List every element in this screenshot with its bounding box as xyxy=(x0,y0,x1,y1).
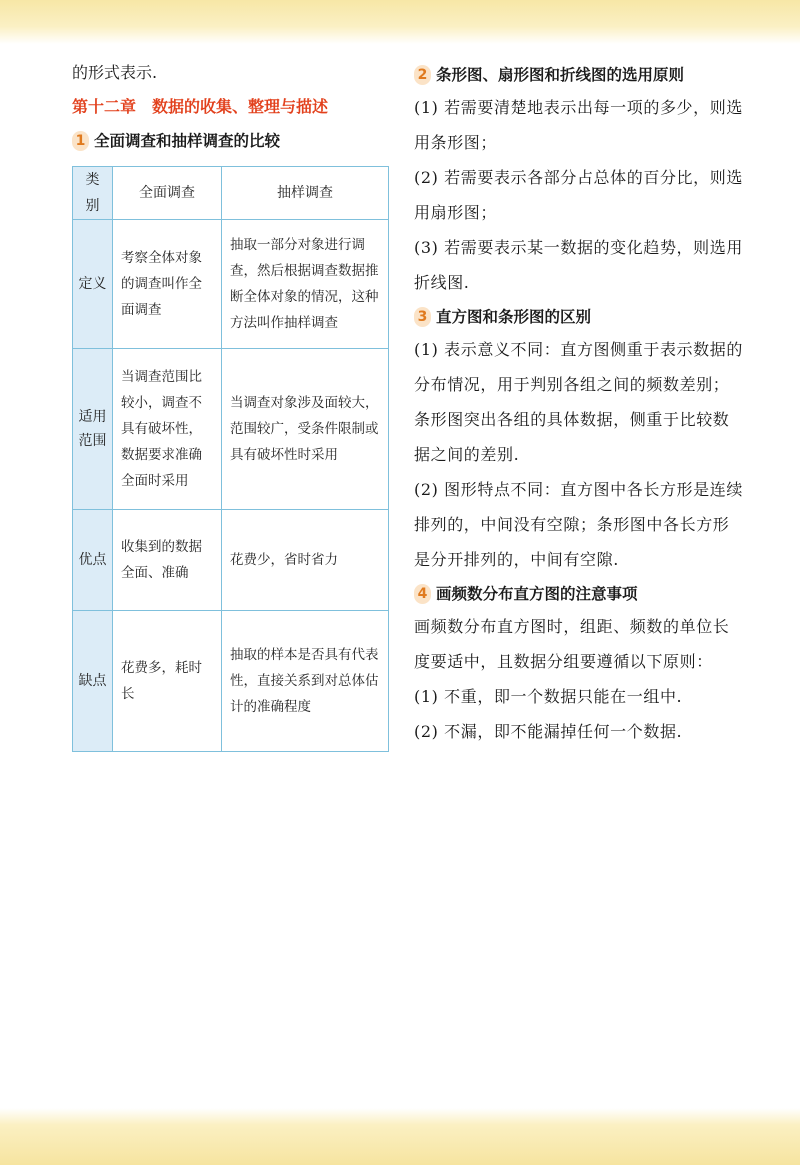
row-category: 定义 xyxy=(73,220,113,349)
section-1-title: 全面调查和抽样调查的比较 xyxy=(94,132,281,150)
paragraph: (1) 表示意义不同：直方图侧重于表示数据的分布情况，用于判别各组之间的频数差别；条形图突出各组的具体数据，侧重于比较数据之间的差别. xyxy=(414,340,743,464)
table-row xyxy=(73,510,389,611)
left-column xyxy=(72,58,390,752)
full-survey-cell: 考察全体对象的调查叫作全面调查 xyxy=(113,220,222,349)
paragraph: (2) 若需要表示各部分占总体的百分比，则选用扇形图； xyxy=(414,168,743,222)
paragraph: (2) 不漏，即不能漏掉任何一个数据. xyxy=(414,722,683,741)
sample-survey-cell: 抽取一部分对象进行调查，然后根据调查数据推断全体对象的情况，这种方法叫作抽样调查 xyxy=(222,220,389,349)
paragraph: (1) 若需要清楚地表示出每一项的多少，则选用条形图； xyxy=(414,98,743,152)
section-2-title: 条形图、扇形图和折线图的选用原则 xyxy=(436,66,685,84)
full-survey-cell: 当调查范围比较小，调查不具有破坏性，数据要求准确全面时采用 xyxy=(113,349,222,510)
section-4-heading xyxy=(414,579,744,609)
intro-line: 的形式表示. xyxy=(72,63,158,82)
bottom-decorative-band xyxy=(0,1108,800,1165)
top-decorative-band xyxy=(0,0,800,44)
row-category: 适用范围 xyxy=(73,349,113,510)
row-category: 优点 xyxy=(73,510,113,611)
sample-survey-cell: 当调查对象涉及面较大，范围较广，受条件限制或具有破坏性时采用 xyxy=(222,349,389,510)
paragraph: (1) 不重，即一个数据只能在一组中. xyxy=(414,687,683,706)
section-3-heading xyxy=(414,302,744,332)
section-number-badge: 2 xyxy=(414,65,431,85)
section-number-badge: 4 xyxy=(414,584,431,604)
table-row xyxy=(73,349,389,510)
table-header-sample-survey: 抽样调查 xyxy=(222,167,389,220)
full-survey-cell: 花费多，耗时长 xyxy=(113,611,222,752)
table-header-full-survey: 全面调查 xyxy=(113,167,222,220)
section-number-badge: 3 xyxy=(414,307,431,327)
paragraph: (2) 图形特点不同：直方图中各长方形是连续排列的，中间没有空隙；条形图中各长方形是分开排列的，中间有空隙. xyxy=(414,480,743,569)
row-category: 缺点 xyxy=(73,611,113,752)
section-number-badge: 1 xyxy=(72,131,89,151)
section-4-title: 画频数分布直方图的注意事项 xyxy=(436,585,638,603)
chapter-title: 第十二章 数据的收集、整理与描述 xyxy=(72,97,329,116)
table-header-category: 类别 xyxy=(73,167,113,220)
sample-survey-cell: 花费少，省时省力 xyxy=(222,510,389,611)
paragraph: (3) 若需要表示某一数据的变化趋势，则选用折线图. xyxy=(414,238,743,292)
section-2-heading xyxy=(414,60,744,90)
table-row xyxy=(73,611,389,752)
section-3-title: 直方图和条形图的区别 xyxy=(436,308,592,326)
paragraph: 画频数分布直方图时，组距、频数的单位长度要适中，且数据分组要遵循以下原则： xyxy=(414,617,730,671)
full-survey-cell: 收集到的数据全面、准确 xyxy=(113,510,222,611)
right-column xyxy=(414,60,744,749)
section-1-heading xyxy=(72,126,390,156)
comparison-table xyxy=(72,166,389,752)
table-row xyxy=(73,220,389,349)
sample-survey-cell: 抽取的样本是否具有代表性，直接关系到对总体估计的准确程度 xyxy=(222,611,389,752)
